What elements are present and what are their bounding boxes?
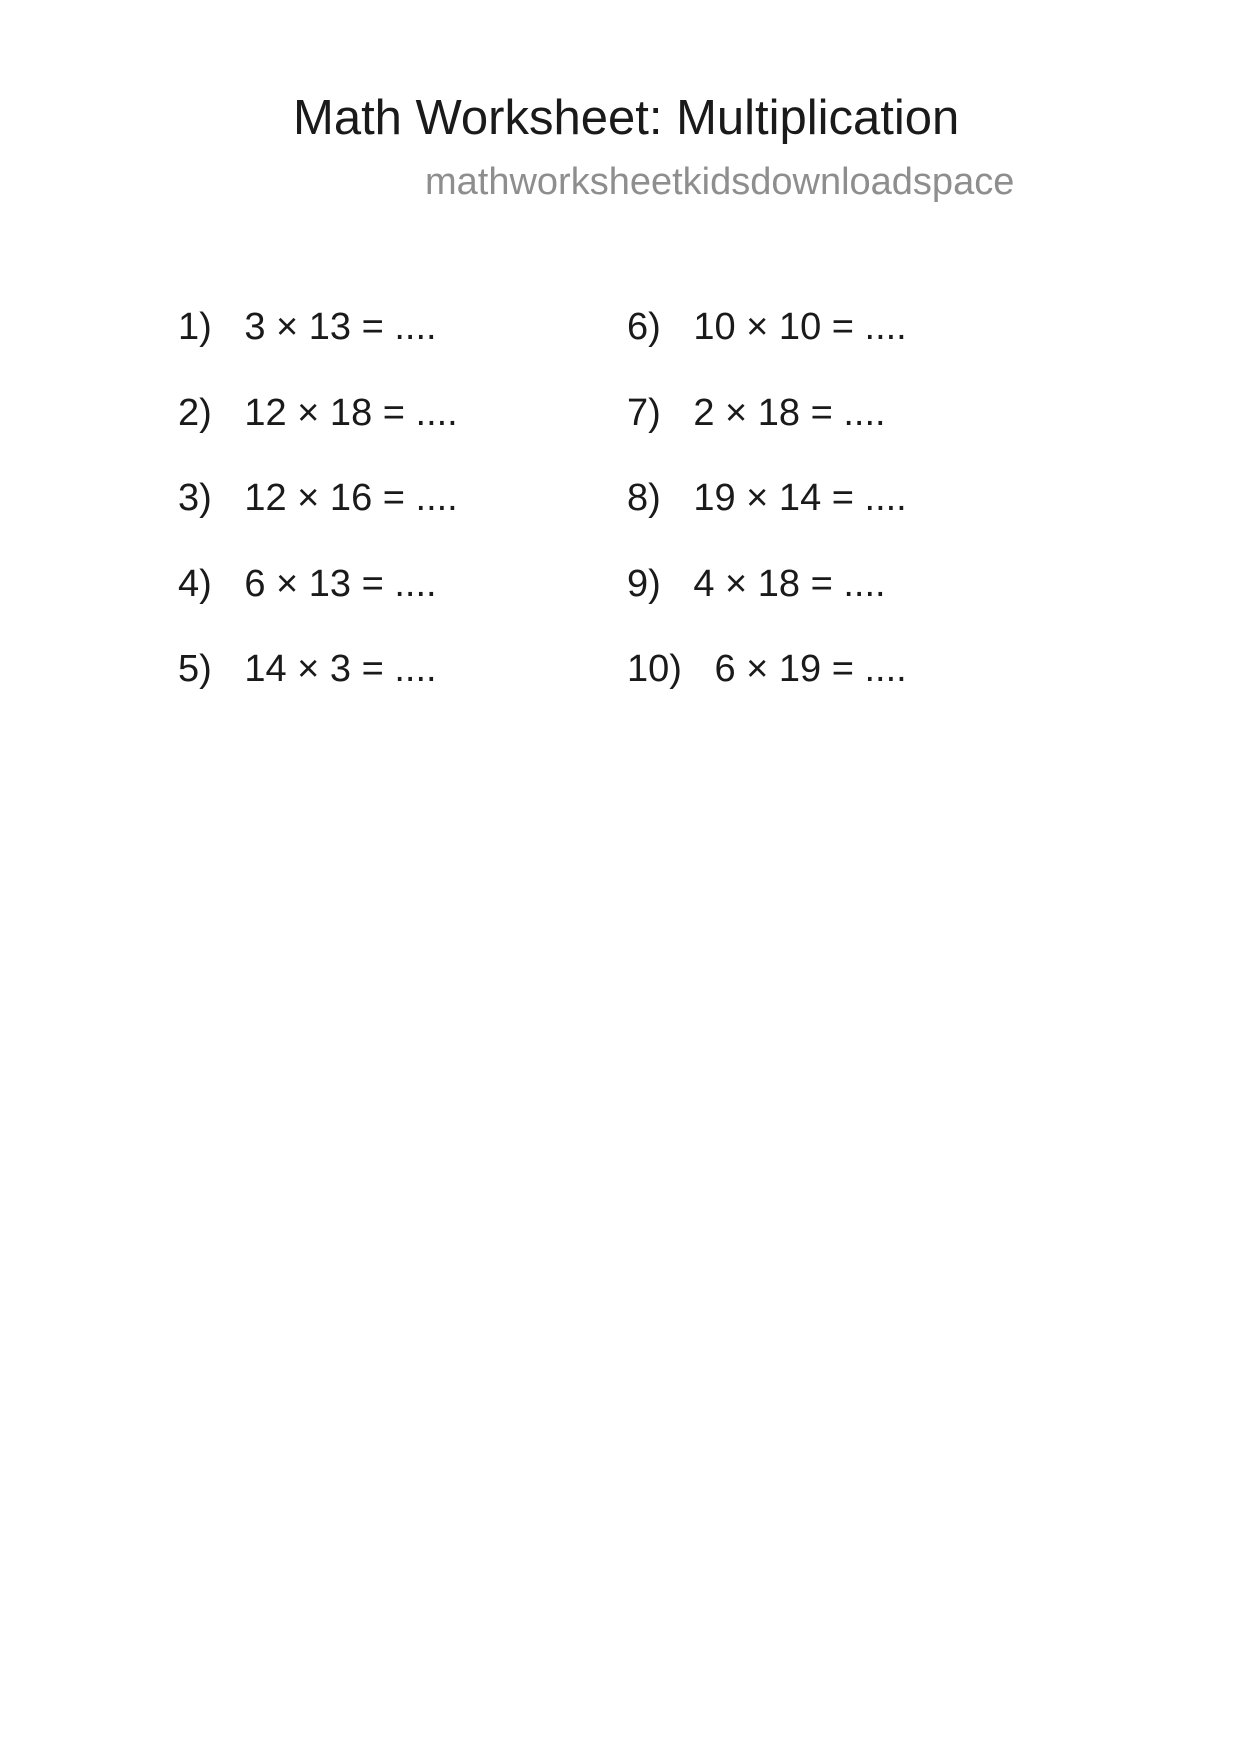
problem-number: 10) bbox=[627, 648, 682, 690]
problem-number: 7) bbox=[627, 391, 661, 434]
problem-row bbox=[178, 650, 458, 688]
problem-expression: 6 × 19 = .... bbox=[714, 648, 907, 690]
problem-row bbox=[178, 308, 458, 346]
problem-expression: 10 × 10 = .... bbox=[693, 306, 907, 348]
problem-row bbox=[178, 391, 458, 434]
problem-row bbox=[627, 650, 907, 688]
problem-expression: 12 × 16 = .... bbox=[244, 477, 458, 519]
problem-row bbox=[627, 562, 907, 605]
problem-expression: 4 × 18 = .... bbox=[693, 562, 886, 605]
page-subtitle: mathworksheetkidsdownloadspace bbox=[425, 161, 1015, 203]
problem-row bbox=[627, 308, 907, 346]
problem-number: 1) bbox=[178, 306, 212, 348]
problem-expression: 12 × 18 = .... bbox=[244, 391, 458, 434]
problem-number: 6) bbox=[627, 306, 661, 348]
problem-expression: 6 × 13 = .... bbox=[244, 562, 437, 605]
problem-number: 8) bbox=[627, 477, 661, 519]
problem-expression: 3 × 13 = .... bbox=[244, 306, 437, 348]
problem-expression: 19 × 14 = .... bbox=[693, 477, 907, 519]
problem-row bbox=[627, 391, 907, 434]
problem-number: 9) bbox=[627, 562, 661, 605]
problems-column-left bbox=[178, 308, 458, 688]
problem-row bbox=[178, 562, 458, 605]
problem-number: 4) bbox=[178, 562, 212, 605]
problems-column-right bbox=[627, 308, 907, 688]
page-title: Math Worksheet: Multiplication bbox=[293, 91, 960, 145]
problem-row bbox=[627, 479, 907, 517]
problem-row bbox=[178, 479, 458, 517]
problem-number: 2) bbox=[178, 391, 212, 434]
problem-expression: 14 × 3 = .... bbox=[244, 648, 437, 690]
problem-number: 5) bbox=[178, 648, 212, 690]
problem-number: 3) bbox=[178, 477, 212, 519]
problem-expression: 2 × 18 = .... bbox=[693, 391, 886, 434]
